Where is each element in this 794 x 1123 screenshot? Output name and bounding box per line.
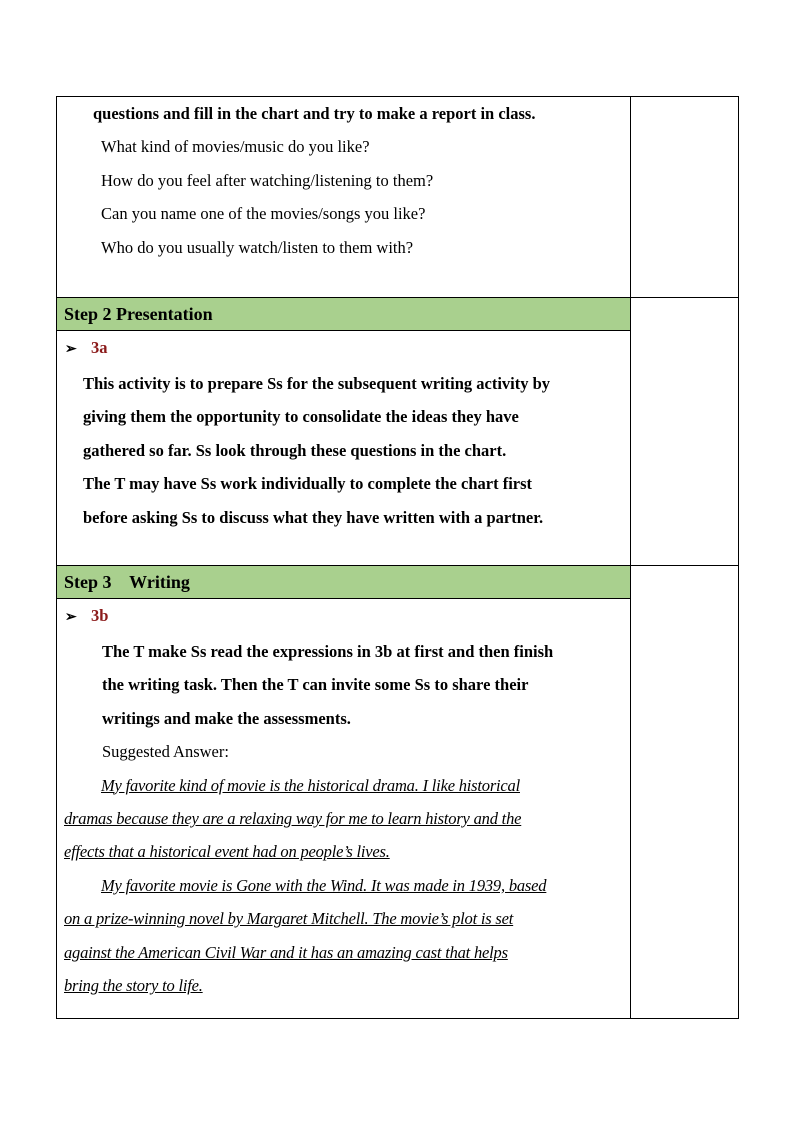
arrow-bullet-icon: ➢ [65, 610, 77, 625]
answer-line: on a prize-winning novel by Margaret Mitchell. The movie’s plot is set [64, 909, 514, 929]
question-3: Can you name one of the movies/songs you like? [101, 204, 426, 224]
step2-header: Step 2 Presentation [57, 298, 630, 331]
answer-line: My favorite movie is Gone with the Wind. It was made in 1939, based [101, 875, 547, 895]
step2-line-5: before asking Ss to discuss what they have written with a partner. [83, 507, 544, 527]
step3-row [57, 566, 739, 1019]
intro-row [57, 97, 739, 298]
arrow-bullet-icon: ➢ [65, 342, 77, 357]
task-3a [57, 331, 630, 367]
step2-line-3: gathered so far. Ss look through these questions in the chart. [83, 440, 507, 460]
task-3b [57, 599, 630, 635]
step3-cell [57, 566, 631, 1019]
intro-instruction: questions and fill in the chart and try to make a report in class. [93, 104, 536, 123]
lesson-plan-table [56, 96, 739, 1019]
side-cell-3 [631, 566, 739, 1019]
question-2: How do you feel after watching/listening to them? [101, 170, 434, 190]
question-1: What kind of movies/music do you like? [101, 137, 370, 157]
intro-cell [57, 97, 631, 298]
side-cell-2 [631, 298, 739, 566]
task-code: 3b [91, 606, 109, 625]
side-cell-1 [631, 97, 739, 298]
answer-paragraph-2 [57, 869, 630, 1003]
step3-line-2: the writing task. Then the T can invite some Ss to share their [102, 675, 529, 695]
step2-line-4: The T may have Ss work individually to complete the chart first [83, 474, 533, 494]
answer-line: bring the story to life. [64, 976, 203, 996]
suggested-answer-label: Suggested Answer: [102, 742, 229, 762]
answer-line: against the American Civil War and it has an amazing cast that helps [64, 942, 508, 962]
step3-header: Step 3 Writing [57, 566, 630, 599]
answer-line: effects that a historical event had on people’s lives. [64, 842, 390, 862]
question-4: Who do you usually watch/listen to them with? [101, 237, 414, 257]
task-code: 3a [91, 338, 108, 357]
step2-row [57, 298, 739, 566]
answer-paragraph-1 [57, 769, 630, 869]
step3-line-1: The T make Ss read the expressions in 3b at first and then finish [102, 642, 554, 661]
step2-cell [57, 298, 631, 566]
step2-line-1: This activity is to prepare Ss for the subsequent writing activity by [83, 374, 551, 393]
answer-line: dramas because they are a relaxing way for me to learn history and the [64, 809, 522, 829]
step3-line-3: writings and make the assessments. [102, 708, 351, 728]
step2-line-2: giving them the opportunity to consolidate the ideas they have [83, 407, 519, 427]
answer-line: My favorite kind of movie is the historical drama. I like historical [101, 775, 520, 795]
